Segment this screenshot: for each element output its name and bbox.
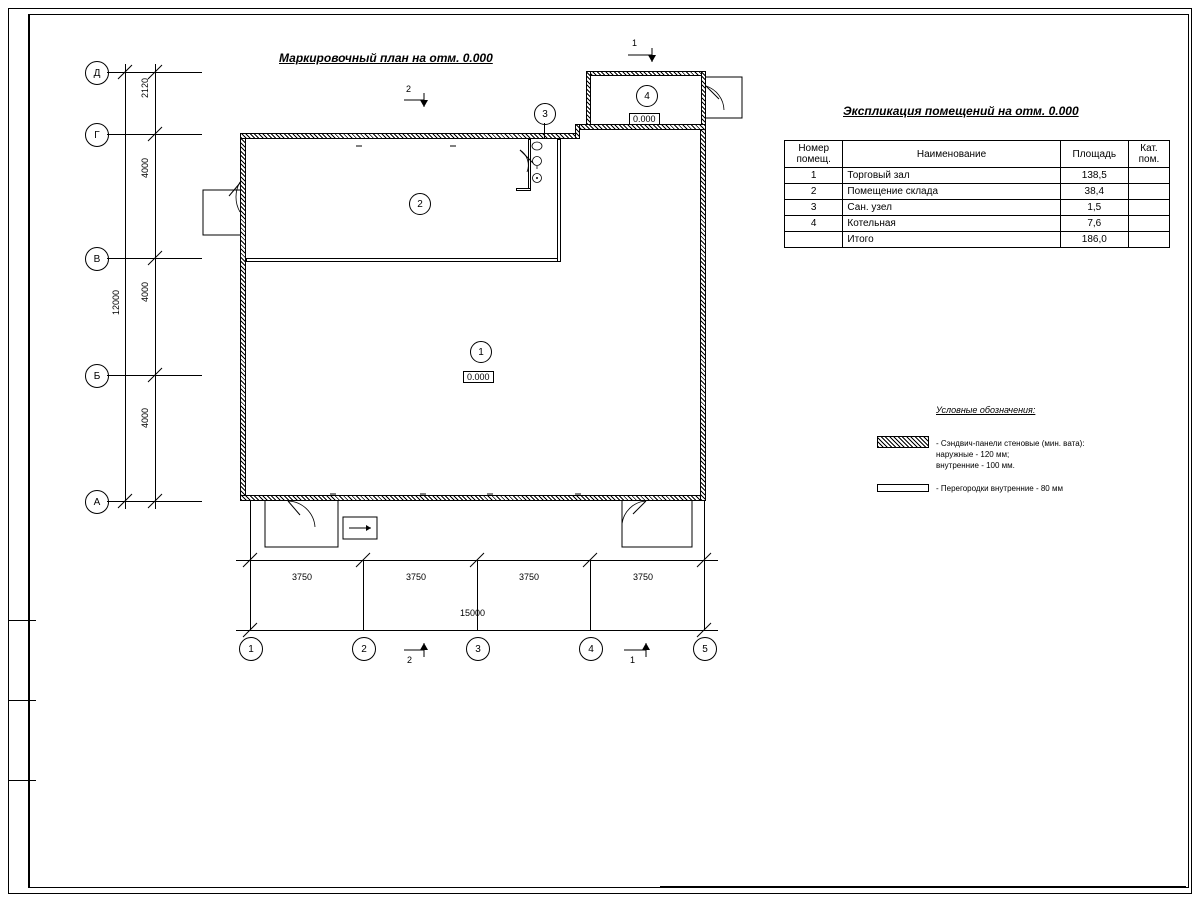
dim-vertical-total: 12000 <box>111 290 121 316</box>
room-level-1: 0.000 <box>463 371 494 383</box>
cell-number: 4 <box>785 216 843 232</box>
cell-category <box>1128 232 1169 248</box>
section-mark-top-2: 2 <box>406 84 412 94</box>
cell-area: 1,5 <box>1060 200 1128 216</box>
axis-bubble-v: В <box>85 247 109 271</box>
cell-category <box>1128 184 1169 200</box>
cell-number: 3 <box>785 200 843 216</box>
dim-vertical-1: 2120 <box>140 78 150 99</box>
axis-bubble-1: 1 <box>239 637 263 661</box>
cell-area: 38,4 <box>1060 184 1128 200</box>
axis-bubble-b: Б <box>85 364 109 388</box>
dim-vertical-4: 4000 <box>140 408 150 429</box>
cell-number <box>785 232 843 248</box>
legend-swatch-partition <box>877 484 929 492</box>
axis-bubble-a: А <box>85 490 109 514</box>
table-row <box>785 184 1170 200</box>
cell-number: 2 <box>785 184 843 200</box>
cell-name: Сан. узел <box>843 200 1060 216</box>
axis-bubble-5: 5 <box>693 637 717 661</box>
legend-swatch-sandwich-panel <box>877 436 929 448</box>
cell-name: Итого <box>843 232 1060 248</box>
table-row <box>785 200 1170 216</box>
dim-vertical-2: 4000 <box>140 158 150 179</box>
axis-bubble-d: Д <box>85 61 109 85</box>
table-row-total <box>785 232 1170 248</box>
dim-vertical-3: 4000 <box>140 282 150 303</box>
dim-horizontal-total: 15000 <box>460 608 486 618</box>
room-tag-1: 1 <box>470 341 492 363</box>
room-tag-4: 4 <box>636 85 658 107</box>
table-row <box>785 216 1170 232</box>
axis-bubble-3: 3 <box>466 637 490 661</box>
room-tag-2: 2 <box>409 193 431 215</box>
cell-area: 138,5 <box>1060 168 1128 184</box>
axis-bubble-4: 4 <box>579 637 603 661</box>
legend-title: Условные обозначения: <box>936 405 1036 415</box>
legend-text-sandwich-panel: - Сэндвич-панели стеновые (мин. вата): наружные - 120 мм; внутренние - 100 мм. <box>936 439 1085 470</box>
cell-name: Котельная <box>843 216 1060 232</box>
room-tag-3: 3 <box>534 103 556 125</box>
section-mark-bottom-2: 2 <box>407 655 413 665</box>
table-header-row <box>785 141 1170 168</box>
dim-horizontal-2: 3750 <box>406 572 427 582</box>
dim-horizontal-3: 3750 <box>519 572 540 582</box>
legend-text-partition: - Перегородки внутренние - 80 мм <box>936 484 1063 493</box>
explication-table <box>784 140 1170 248</box>
cell-area: 186,0 <box>1060 232 1128 248</box>
cell-category <box>1128 200 1169 216</box>
cell-category <box>1128 216 1169 232</box>
table-title: Экспликация помещений на отм. 0.000 <box>843 104 1079 118</box>
dim-horizontal-4: 3750 <box>633 572 654 582</box>
cell-name: Помещение склада <box>843 184 1060 200</box>
cell-category <box>1128 168 1169 184</box>
axis-bubble-2: 2 <box>352 637 376 661</box>
axis-bubble-g: Г <box>85 123 109 147</box>
room-level-4: 0.000 <box>629 113 660 125</box>
table-header-area: Площадь <box>1060 141 1128 168</box>
dim-horizontal-1: 3750 <box>292 572 313 582</box>
plan-title: Маркировочный план на отм. 0.000 <box>279 51 493 65</box>
section-mark-bottom-1: 1 <box>630 655 636 665</box>
cell-area: 7,6 <box>1060 216 1128 232</box>
table-header-category: Кат. пом. <box>1128 141 1169 168</box>
section-mark-top-1: 1 <box>632 38 638 48</box>
table-header-number: Номер помещ. <box>785 141 843 168</box>
table-row <box>785 168 1170 184</box>
cell-name: Торговый зал <box>843 168 1060 184</box>
table-header-name: Наименование <box>843 141 1060 168</box>
cell-number: 1 <box>785 168 843 184</box>
